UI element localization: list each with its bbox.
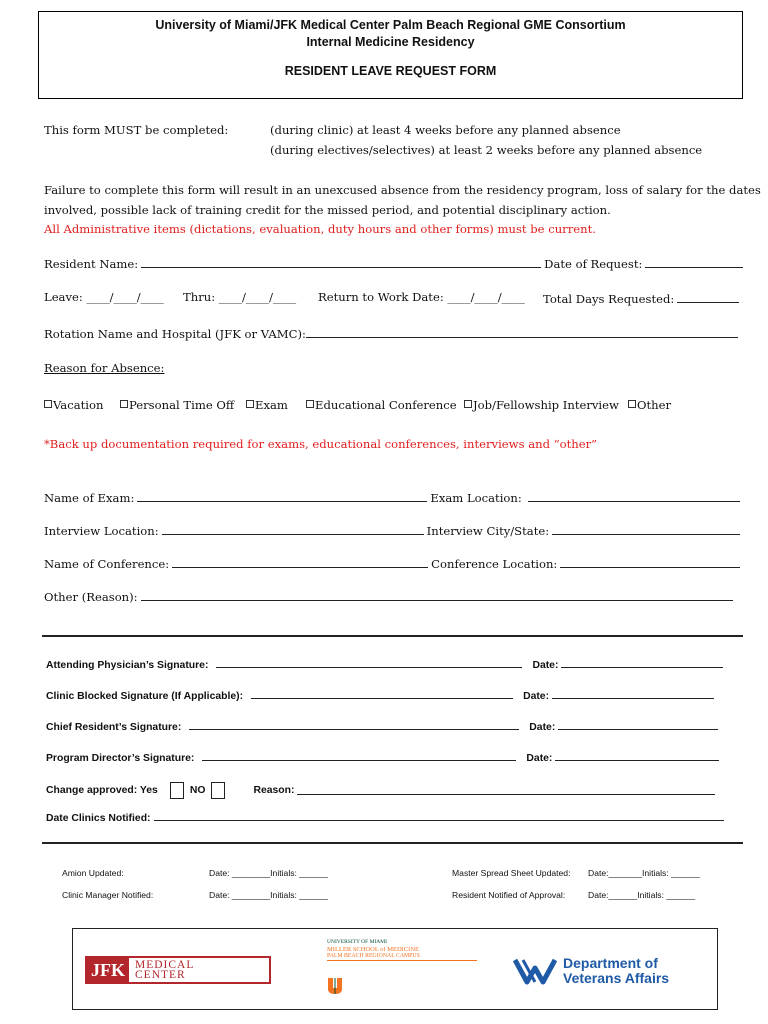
um-logo-line2: MILLER SCHOOL of MEDICINE xyxy=(327,946,420,953)
amion-date-initials-field[interactable]: Date: ________Initials: ______ xyxy=(209,868,328,878)
date-clinics-notified-label: Date Clinics Notified: xyxy=(46,813,151,824)
clinic-manager-date-initials-field[interactable]: Date: ________Initials: ______ xyxy=(209,890,328,900)
jfk-logo-wordmark: MEDICAL CENTER xyxy=(135,959,195,981)
checkbox-icon xyxy=(120,400,128,408)
resident-notified-date-initials-field[interactable]: Date:______Initials: ______ xyxy=(588,890,696,900)
conference-location-field[interactable] xyxy=(560,566,740,568)
attending-date-field[interactable] xyxy=(561,666,723,668)
leave-date-field[interactable]: Leave: ____/____/____ xyxy=(44,290,164,304)
other-reason-field[interactable] xyxy=(141,599,733,601)
chief-resident-date-label: Date: xyxy=(529,722,556,733)
checkbox-icon xyxy=(44,400,52,408)
institution-title: University of Miami/JFK Medical Center Palm Beach Regional GME Consortium xyxy=(155,18,626,32)
interview-city-state-field[interactable] xyxy=(552,533,740,535)
reason-label: Reason: xyxy=(253,785,295,796)
form-title: RESIDENT LEAVE REQUEST FORM xyxy=(284,64,497,78)
attending-date-label: Date: xyxy=(532,660,559,671)
change-approved-label: Change approved: Yes xyxy=(46,785,158,796)
date-clinics-notified-row xyxy=(46,813,727,824)
rotation-label: Rotation Name and Hospital (JFK or VAMC): xyxy=(44,327,306,341)
clinic-blocked-date-field[interactable] xyxy=(552,697,714,699)
no-label: NO xyxy=(189,785,206,796)
total-days-row xyxy=(543,290,742,306)
total-days-field[interactable] xyxy=(677,301,739,303)
attending-signature-field[interactable] xyxy=(216,666,522,668)
name-of-conference-field[interactable] xyxy=(172,566,428,568)
chief-resident-signature-field[interactable] xyxy=(189,728,519,730)
admin-items-note: All Administrative items (dictations, evaluation, duty hours and other forms) must be current. xyxy=(44,222,596,236)
resident-notified-label: Resident Notified of Approval: xyxy=(452,890,566,900)
veterans-affairs-logo xyxy=(513,951,713,991)
form-header xyxy=(38,11,743,99)
amion-updated-label: Amion Updated: xyxy=(62,868,124,878)
rotation-row xyxy=(44,325,741,341)
program-director-signature-label: Program Director’s Signature: xyxy=(46,753,195,764)
chief-resident-date-field[interactable] xyxy=(558,728,718,730)
interview-location-field[interactable] xyxy=(162,533,424,535)
checkbox-icon xyxy=(306,400,314,408)
admin-divider xyxy=(42,842,743,844)
total-days-label: Total Days Requested: xyxy=(543,292,675,306)
program-director-signature-field[interactable] xyxy=(202,759,516,761)
resident-name-label: Resident Name: xyxy=(44,257,139,271)
um-miller-school-logo xyxy=(327,939,477,999)
program-director-signature-row xyxy=(46,753,722,764)
um-logo-line3: PALM BEACH REGIONAL CAMPUS xyxy=(327,953,477,961)
rotation-field[interactable] xyxy=(306,336,738,338)
jfk-logo-prefix: JFK xyxy=(87,958,129,982)
clinic-blocked-date-label: Date: xyxy=(523,691,550,702)
date-clinics-notified-field[interactable] xyxy=(154,819,724,821)
no-checkbox[interactable] xyxy=(211,782,225,799)
option-job-fellowship-interview[interactable]: Job/Fellowship Interview xyxy=(464,398,619,412)
date-of-request-field[interactable] xyxy=(645,266,743,268)
name-of-exam-label: Name of Exam: xyxy=(44,491,135,505)
um-logo-line1: UNIVERSITY OF MIAMI xyxy=(327,939,387,945)
conference-location-label: Conference Location: xyxy=(431,557,558,571)
failure-text-line2: involved, possible lack of training credit for the missed period, and potential disciplinary action. xyxy=(44,203,611,217)
name-of-conference-label: Name of Conference: xyxy=(44,557,170,571)
master-spread-sheet-label: Master Spread Sheet Updated: xyxy=(452,868,571,878)
va-line1: Department of xyxy=(563,955,658,971)
interview-city-state-label: Interview City/State: xyxy=(426,524,550,538)
name-of-exam-field[interactable] xyxy=(137,500,427,502)
clinic-manager-notified-label: Clinic Manager Notified: xyxy=(62,890,154,900)
failure-text-line1: Failure to complete this form will result in an unexcused absence from the residency program, loss of salary for the dates xyxy=(44,183,761,197)
checkbox-icon xyxy=(464,400,472,408)
program-title: Internal Medicine Residency xyxy=(306,35,475,49)
rule-clinic: (during clinic) at least 4 weeks before any planned absence xyxy=(270,123,621,137)
change-approved-row xyxy=(46,782,718,799)
option-other[interactable]: Other xyxy=(628,398,671,412)
va-wordmark xyxy=(563,956,669,986)
clinic-blocked-signature-row xyxy=(46,691,717,702)
interview-location-label: Interview Location: xyxy=(44,524,159,538)
checkbox-icon xyxy=(628,400,636,408)
program-director-date-field[interactable] xyxy=(555,759,719,761)
clinic-blocked-signature-field[interactable] xyxy=(251,697,513,699)
backup-documentation-note: *Back up documentation required for exams, educational conferences, interviews and “other” xyxy=(44,437,598,451)
attending-signature-label: Attending Physician’s Signature: xyxy=(46,660,209,671)
exam-row xyxy=(44,489,743,505)
interview-row xyxy=(44,522,743,538)
must-complete-label: This form MUST be completed: xyxy=(44,123,229,137)
other-reason-label: Other (Reason): xyxy=(44,590,138,604)
change-reason-field[interactable] xyxy=(297,793,715,795)
chief-resident-signature-row xyxy=(46,722,721,733)
option-educational-conference[interactable]: Educational Conference xyxy=(306,398,457,412)
reason-heading: Reason for Absence: xyxy=(44,361,165,375)
option-personal-time-off[interactable]: Personal Time Off xyxy=(120,398,234,412)
other-reason-row xyxy=(44,588,736,604)
return-to-work-field[interactable]: Return to Work Date: ____/____/____ xyxy=(318,290,525,304)
section-divider xyxy=(42,635,743,637)
checkbox-icon xyxy=(246,400,254,408)
rule-electives: (during electives/selectives) at least 2 weeks before any planned absence xyxy=(270,143,703,157)
va-line2: Veterans Affairs xyxy=(563,970,670,986)
conference-row xyxy=(44,555,743,571)
logo-strip xyxy=(72,928,718,1010)
attending-signature-row xyxy=(46,660,726,671)
chief-resident-signature-label: Chief Resident’s Signature: xyxy=(46,722,182,733)
thru-date-field[interactable]: Thru: ____/____/____ xyxy=(183,290,297,304)
resident-name-field[interactable] xyxy=(141,266,541,268)
exam-location-field[interactable] xyxy=(528,500,740,502)
clinic-blocked-signature-label: Clinic Blocked Signature (If Applicable): xyxy=(46,691,244,702)
jfk-medical-center-logo xyxy=(85,956,271,984)
yes-checkbox[interactable] xyxy=(170,782,184,799)
master-spread-sheet-date-initials-field[interactable]: Date:_______Initials: ______ xyxy=(588,868,700,878)
program-director-date-label: Date: xyxy=(526,753,553,764)
option-vacation[interactable]: Vacation xyxy=(44,398,103,412)
um-u-icon xyxy=(327,977,343,995)
exam-location-label: Exam Location: xyxy=(430,491,522,505)
va-emblem-icon xyxy=(513,956,557,986)
resident-name-row xyxy=(44,255,746,271)
date-of-request-label: Date of Request: xyxy=(544,257,643,271)
option-exam[interactable]: Exam xyxy=(246,398,288,412)
